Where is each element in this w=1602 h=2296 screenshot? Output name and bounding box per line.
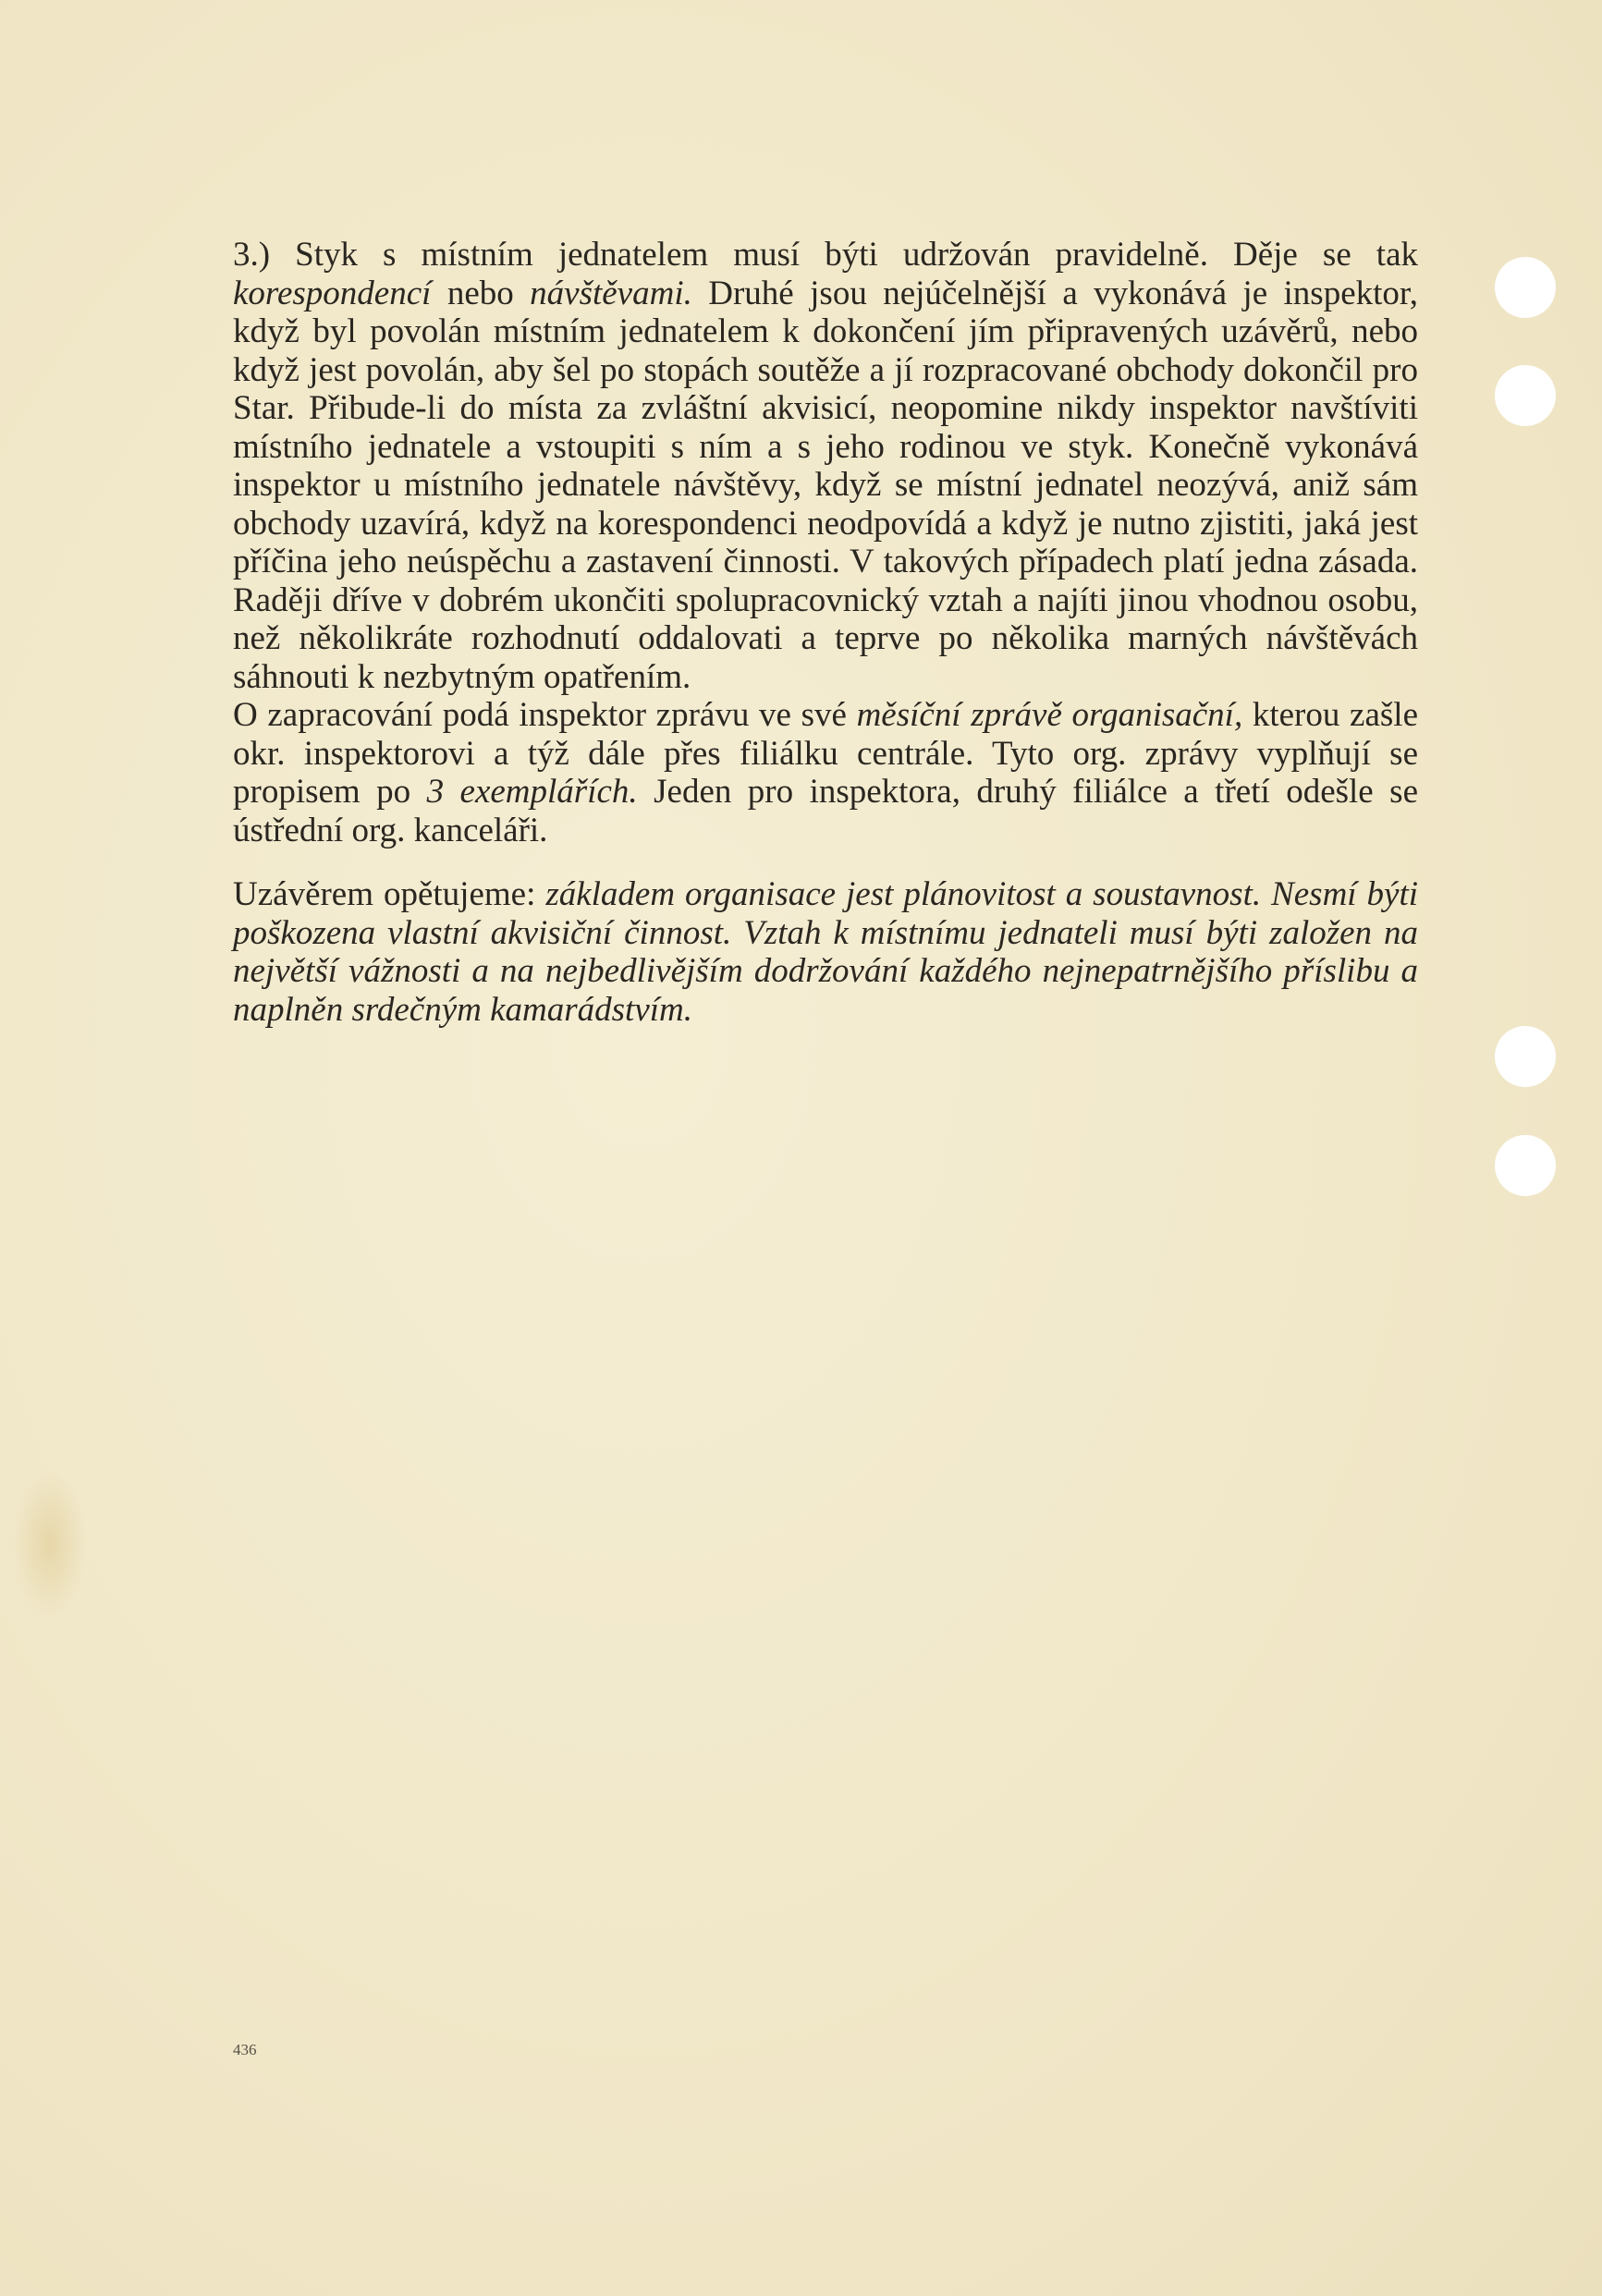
text-run: nebo (431, 274, 531, 312)
text-run: kterou zašle okr. inspektorovi a týž dále přes filiálku centrále. Tyto org. zprávy vyplňují se propisem po (233, 696, 1418, 811)
emphasized-text: korespondencí (233, 274, 432, 312)
emphasized-text: 3 exemplářích. (426, 773, 638, 811)
punch-hole-2 (1495, 365, 1556, 426)
paragraph-gap (233, 849, 1418, 875)
punch-hole-1 (1495, 257, 1556, 318)
paper-stain (13, 1470, 87, 1618)
text-run: Druhé jsou nejúčelnější a vykonává je inspektor, když byl povolán místním jednatelem k dokončení jím připravených uzávěrů, nebo když jest povolán, aby šel po stopách soutěže a jí rozpracované obchody dokončil pro Star. Přibude-li do místa za zvláštní akvisicí, neopomine nikdy inspektor navštíviti místního jednatele a vstoupiti s ním a s jeho rodinou ve styk. Konečně vykonává inspektor u místního jednatele návštěvy, když se místní jednatel neozývá, aniž sám obchody uzavírá, když na korespondenci neodpovídá a když je nutno zjistiti, jaká jest příčina jeho neúspěchu a zastavení činnosti. V takových případech platí jedna zásada. Raději dříve v dobrém ukončiti spolupracovnický vztah a najíti jinou vhodnou osobu, než několikráte rozhodnutí oddalovati a teprve po několika marných návštěvách sáhnouti k nezbytným opatřením. (233, 274, 1418, 696)
text-run: Jeden pro inspektora, druhý filiálce a třetí odešle se ústřední org. kanceláři. (233, 773, 1418, 849)
text-run: 3.) Styk s místním jednatelem musí býti udržován pravidelně. Děje se tak (233, 236, 1418, 274)
paragraph-report (233, 696, 1418, 849)
page-number: 436 (233, 2041, 257, 2058)
conclusion-text: základem organisace jest plánovitost a soustavnost. Nesmí býti poškozena vlastní akvisiční činnost. Vztah k místnímu jednateli musí býti založen na největší vážnosti a na nejbedlivějším dodržování každého nejnepatrnějšího příslibu a naplněn srdečným kamarádstvím. (233, 875, 1418, 1029)
body-text (233, 236, 1418, 1029)
punch-hole-4 (1495, 1135, 1556, 1196)
paragraph-conclusion (233, 875, 1418, 1029)
conclusion-lead: Uzávěrem opětujeme: (233, 875, 546, 913)
emphasized-text: návštěvami. (530, 274, 692, 312)
text-run: O zapracování podá inspektor zprávu ve své (233, 696, 857, 734)
emphasized-text: měsíční zprávě organisační, (856, 696, 1243, 734)
paragraph-contact (233, 236, 1418, 696)
punch-hole-3 (1495, 1026, 1556, 1087)
